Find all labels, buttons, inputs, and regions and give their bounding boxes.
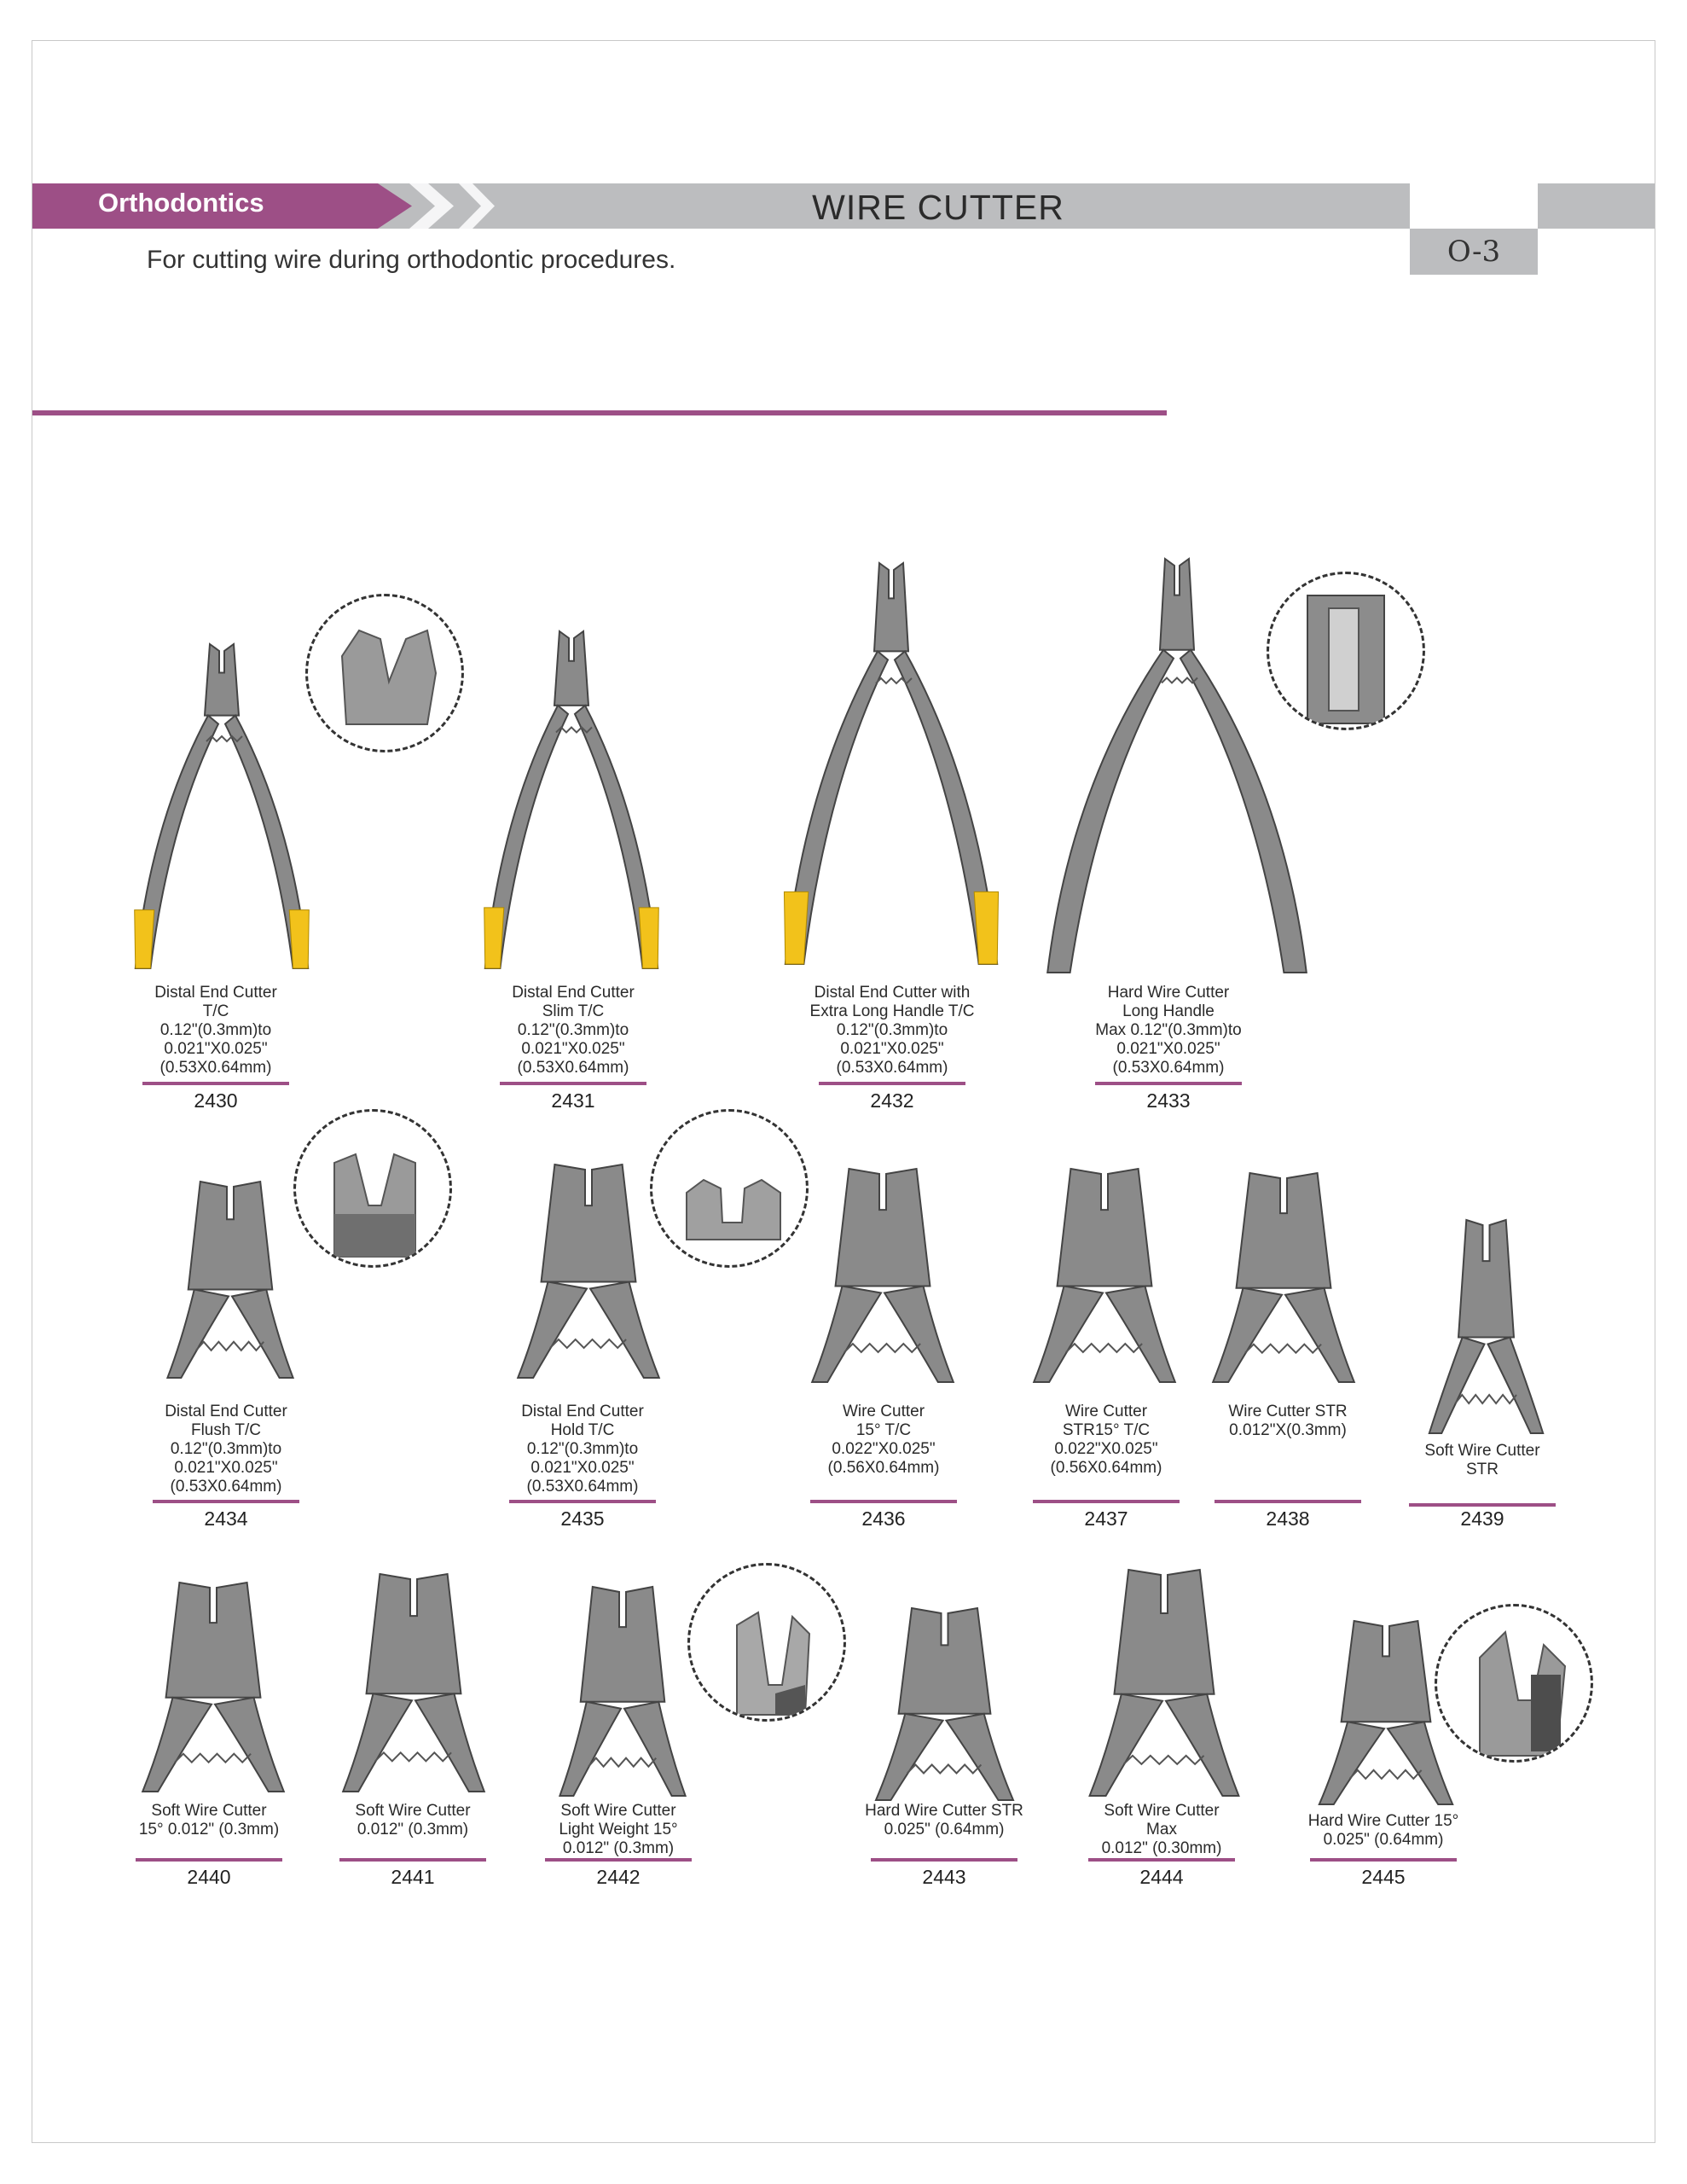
product-description-line: Hard Wire Cutter 15° bbox=[1307, 1812, 1459, 1830]
product-description bbox=[825, 1802, 1064, 1839]
product-code: 2444 bbox=[1139, 1866, 1184, 1888]
product-description-line: 0.12"(0.3mm)to bbox=[159, 1021, 272, 1039]
product-underline bbox=[1215, 1500, 1361, 1503]
product-underline bbox=[1095, 1082, 1242, 1085]
wire-cutter-icon bbox=[806, 1169, 959, 1382]
product-description-line: 0.12"(0.3mm)to bbox=[836, 1021, 948, 1039]
product-description-line: STR bbox=[1466, 1461, 1499, 1478]
product-description bbox=[463, 1403, 702, 1496]
product-underline bbox=[1088, 1858, 1235, 1862]
product-description-line: 0.025" (0.64mm) bbox=[1323, 1831, 1444, 1849]
product-image-2433 bbox=[1036, 559, 1318, 973]
product-image-2436 bbox=[806, 1169, 959, 1382]
product-description-line: 0.025" (0.64mm) bbox=[884, 1821, 1005, 1838]
product-code: 2431 bbox=[551, 1089, 595, 1112]
page-subtitle: For cutting wire during orthodontic procedures. bbox=[147, 246, 676, 274]
section-divider bbox=[32, 410, 1167, 415]
wire-cutter-icon bbox=[128, 644, 316, 968]
product-description bbox=[90, 1802, 328, 1839]
product-code: 2432 bbox=[870, 1089, 914, 1112]
product-underline bbox=[819, 1082, 965, 1085]
product-description-line: 0.012" (0.3mm) bbox=[357, 1821, 469, 1838]
product-image-2445 bbox=[1313, 1621, 1458, 1804]
jaw-detail-icon bbox=[1437, 1606, 1593, 1763]
product-description-line: 0.021"X0.025" bbox=[1116, 1040, 1220, 1058]
page-code: O-3 bbox=[1410, 229, 1538, 275]
product-code: 2445 bbox=[1361, 1866, 1406, 1888]
jaw-detail-icon bbox=[296, 1112, 452, 1268]
header-bar-right bbox=[1538, 183, 1655, 229]
product-underline bbox=[1310, 1858, 1457, 1862]
product-image-2444 bbox=[1083, 1570, 1245, 1796]
product-description bbox=[1168, 1403, 1407, 1440]
product-description-line: 0.012" (0.30mm) bbox=[1101, 1839, 1222, 1857]
product-image-2435 bbox=[512, 1165, 665, 1378]
wire-cutter-icon bbox=[337, 1574, 490, 1792]
product-description-line: 0.012"X(0.3mm) bbox=[1229, 1421, 1347, 1439]
product-image-2437 bbox=[1028, 1169, 1181, 1382]
page-title: WIRE CUTTER bbox=[812, 188, 1064, 227]
chevron-arrows-icon bbox=[409, 183, 503, 229]
product-code: 2439 bbox=[1460, 1507, 1504, 1530]
product-underline bbox=[142, 1082, 289, 1085]
product-description-line: Distal End Cutter bbox=[521, 1403, 644, 1420]
product-underline bbox=[500, 1082, 646, 1085]
product-image-2439 bbox=[1424, 1220, 1548, 1433]
product-description-line: 0.021"X0.025" bbox=[530, 1459, 635, 1477]
product-description-line: (0.53X0.64mm) bbox=[159, 1059, 272, 1077]
product-description-line: (0.53X0.64mm) bbox=[526, 1478, 639, 1496]
product-code: 2434 bbox=[204, 1507, 248, 1530]
product-description bbox=[773, 984, 1012, 1077]
product-code: 2433 bbox=[1146, 1089, 1191, 1112]
wire-cutter-icon bbox=[776, 563, 1006, 964]
product-underline bbox=[810, 1500, 957, 1503]
product-underline bbox=[153, 1500, 299, 1503]
jaw-detail-zoom-2442 bbox=[687, 1563, 846, 1722]
product-code: 2443 bbox=[922, 1866, 966, 1888]
product-code: 2437 bbox=[1084, 1507, 1128, 1530]
product-description-line: 0.021"X0.025" bbox=[840, 1040, 944, 1058]
jaw-detail-icon bbox=[652, 1112, 809, 1268]
wire-cutter-icon bbox=[1028, 1169, 1181, 1382]
product-description-line: Extra Long Handle T/C bbox=[809, 1002, 975, 1020]
product-description-line: Hard Wire Cutter STR bbox=[865, 1802, 1023, 1820]
product-description-line: 0.021"X0.025" bbox=[521, 1040, 625, 1058]
wire-cutter-icon bbox=[870, 1608, 1019, 1800]
product-code: 2438 bbox=[1266, 1507, 1310, 1530]
product-image-2431 bbox=[478, 631, 665, 968]
product-description-line: Soft Wire Cutter bbox=[1104, 1802, 1220, 1820]
jaw-detail-icon bbox=[690, 1565, 846, 1722]
product-description-line: Flush T/C bbox=[190, 1421, 261, 1439]
product-description bbox=[764, 1403, 1003, 1478]
product-description bbox=[293, 1802, 532, 1839]
product-code: 2436 bbox=[861, 1507, 906, 1530]
product-description-line: Hold T/C bbox=[550, 1421, 615, 1439]
product-description-line: Soft Wire Cutter bbox=[151, 1802, 267, 1820]
product-description-line: STR15° T/C bbox=[1062, 1421, 1151, 1439]
product-description-line: 0.021"X0.025" bbox=[174, 1459, 278, 1477]
product-code: 2440 bbox=[187, 1866, 231, 1888]
product-description-line: Slim T/C bbox=[542, 1002, 605, 1020]
product-image-2430 bbox=[128, 644, 316, 968]
product-code: 2435 bbox=[560, 1507, 605, 1530]
product-description-line: (0.53X0.64mm) bbox=[1112, 1059, 1225, 1077]
product-description-line: 0.12"(0.3mm)to bbox=[517, 1021, 629, 1039]
product-description bbox=[96, 984, 335, 1077]
product-description-line: Wire Cutter bbox=[1064, 1403, 1148, 1420]
jaw-detail-zoom-2435 bbox=[650, 1109, 809, 1268]
product-image-2441 bbox=[337, 1574, 490, 1792]
wire-cutter-icon bbox=[478, 631, 665, 968]
wire-cutter-icon bbox=[1083, 1570, 1245, 1796]
product-underline bbox=[339, 1858, 486, 1862]
product-description-line: 0.12"(0.3mm)to bbox=[170, 1440, 282, 1458]
product-description-line: (0.53X0.64mm) bbox=[836, 1059, 948, 1077]
product-image-2440 bbox=[136, 1583, 290, 1792]
product-description-line: (0.56X0.64mm) bbox=[827, 1459, 940, 1477]
product-description-line: T/C bbox=[202, 1002, 229, 1020]
product-image-2434 bbox=[162, 1182, 299, 1378]
product-code: 2442 bbox=[596, 1866, 641, 1888]
product-description bbox=[1042, 1802, 1281, 1858]
wire-cutter-icon bbox=[1424, 1220, 1548, 1433]
product-description-line: (0.53X0.64mm) bbox=[170, 1478, 282, 1496]
product-underline bbox=[545, 1858, 692, 1862]
wire-cutter-icon bbox=[512, 1165, 665, 1378]
product-description-line: Soft Wire Cutter bbox=[560, 1802, 676, 1820]
product-description-line: 15° T/C bbox=[855, 1421, 912, 1439]
product-description-line: (0.56X0.64mm) bbox=[1050, 1459, 1162, 1477]
product-image-2438 bbox=[1207, 1173, 1360, 1382]
product-description-line: Soft Wire Cutter bbox=[1424, 1442, 1540, 1460]
product-description-line: Distal End Cutter bbox=[165, 1403, 287, 1420]
wire-cutter-icon bbox=[136, 1583, 290, 1792]
product-description-line: 0.12"(0.3mm)to bbox=[526, 1440, 639, 1458]
product-underline bbox=[509, 1500, 656, 1503]
wire-cutter-icon bbox=[162, 1182, 299, 1378]
product-description-line: Distal End Cutter bbox=[512, 984, 635, 1002]
product-image-2442 bbox=[554, 1587, 691, 1796]
product-description-line: Distal End Cutter bbox=[154, 984, 277, 1002]
product-description-line: 0.022"X0.025" bbox=[832, 1440, 936, 1458]
product-underline bbox=[871, 1858, 1017, 1862]
wire-cutter-icon bbox=[1313, 1621, 1458, 1804]
wire-cutter-icon bbox=[1036, 559, 1318, 973]
product-description bbox=[1049, 984, 1288, 1077]
category-label: Orthodontics bbox=[98, 188, 264, 218]
product-description-line: (0.53X0.64mm) bbox=[517, 1059, 629, 1077]
product-description-line: Max 0.12"(0.3mm)to bbox=[1095, 1021, 1242, 1039]
product-description bbox=[107, 1403, 345, 1496]
product-description bbox=[454, 984, 693, 1077]
product-description-line: Max bbox=[1146, 1821, 1177, 1838]
product-description-line: Long Handle bbox=[1122, 1002, 1215, 1020]
product-description bbox=[1264, 1812, 1503, 1850]
jaw-detail-zoom-2430 bbox=[305, 594, 464, 752]
product-description bbox=[1363, 1442, 1602, 1479]
product-description-line: Hard Wire Cutter bbox=[1107, 984, 1230, 1002]
product-image-2443 bbox=[870, 1608, 1019, 1800]
wire-cutter-icon bbox=[1207, 1173, 1360, 1382]
product-image-2432 bbox=[776, 563, 1006, 964]
product-description-line: Wire Cutter bbox=[842, 1403, 925, 1420]
product-description-line: 0.022"X0.025" bbox=[1054, 1440, 1158, 1458]
product-description-line: Wire Cutter STR bbox=[1228, 1403, 1348, 1420]
jaw-detail-zoom-2434 bbox=[293, 1109, 452, 1268]
product-description bbox=[499, 1802, 738, 1858]
product-code: 2430 bbox=[194, 1089, 238, 1112]
product-code: 2441 bbox=[391, 1866, 435, 1888]
product-description-line: 15° 0.012" (0.3mm) bbox=[138, 1821, 280, 1838]
product-description-line: Soft Wire Cutter bbox=[355, 1802, 471, 1820]
product-description-line: 0.021"X0.025" bbox=[164, 1040, 268, 1058]
jaw-detail-icon bbox=[308, 596, 464, 752]
product-description-line: Distal End Cutter with bbox=[814, 984, 971, 1002]
product-description-line: 0.012" (0.3mm) bbox=[562, 1839, 675, 1857]
product-description-line: Light Weight 15° bbox=[559, 1821, 678, 1838]
wire-cutter-icon bbox=[554, 1587, 691, 1796]
product-underline bbox=[136, 1858, 282, 1862]
product-underline bbox=[1033, 1500, 1180, 1503]
